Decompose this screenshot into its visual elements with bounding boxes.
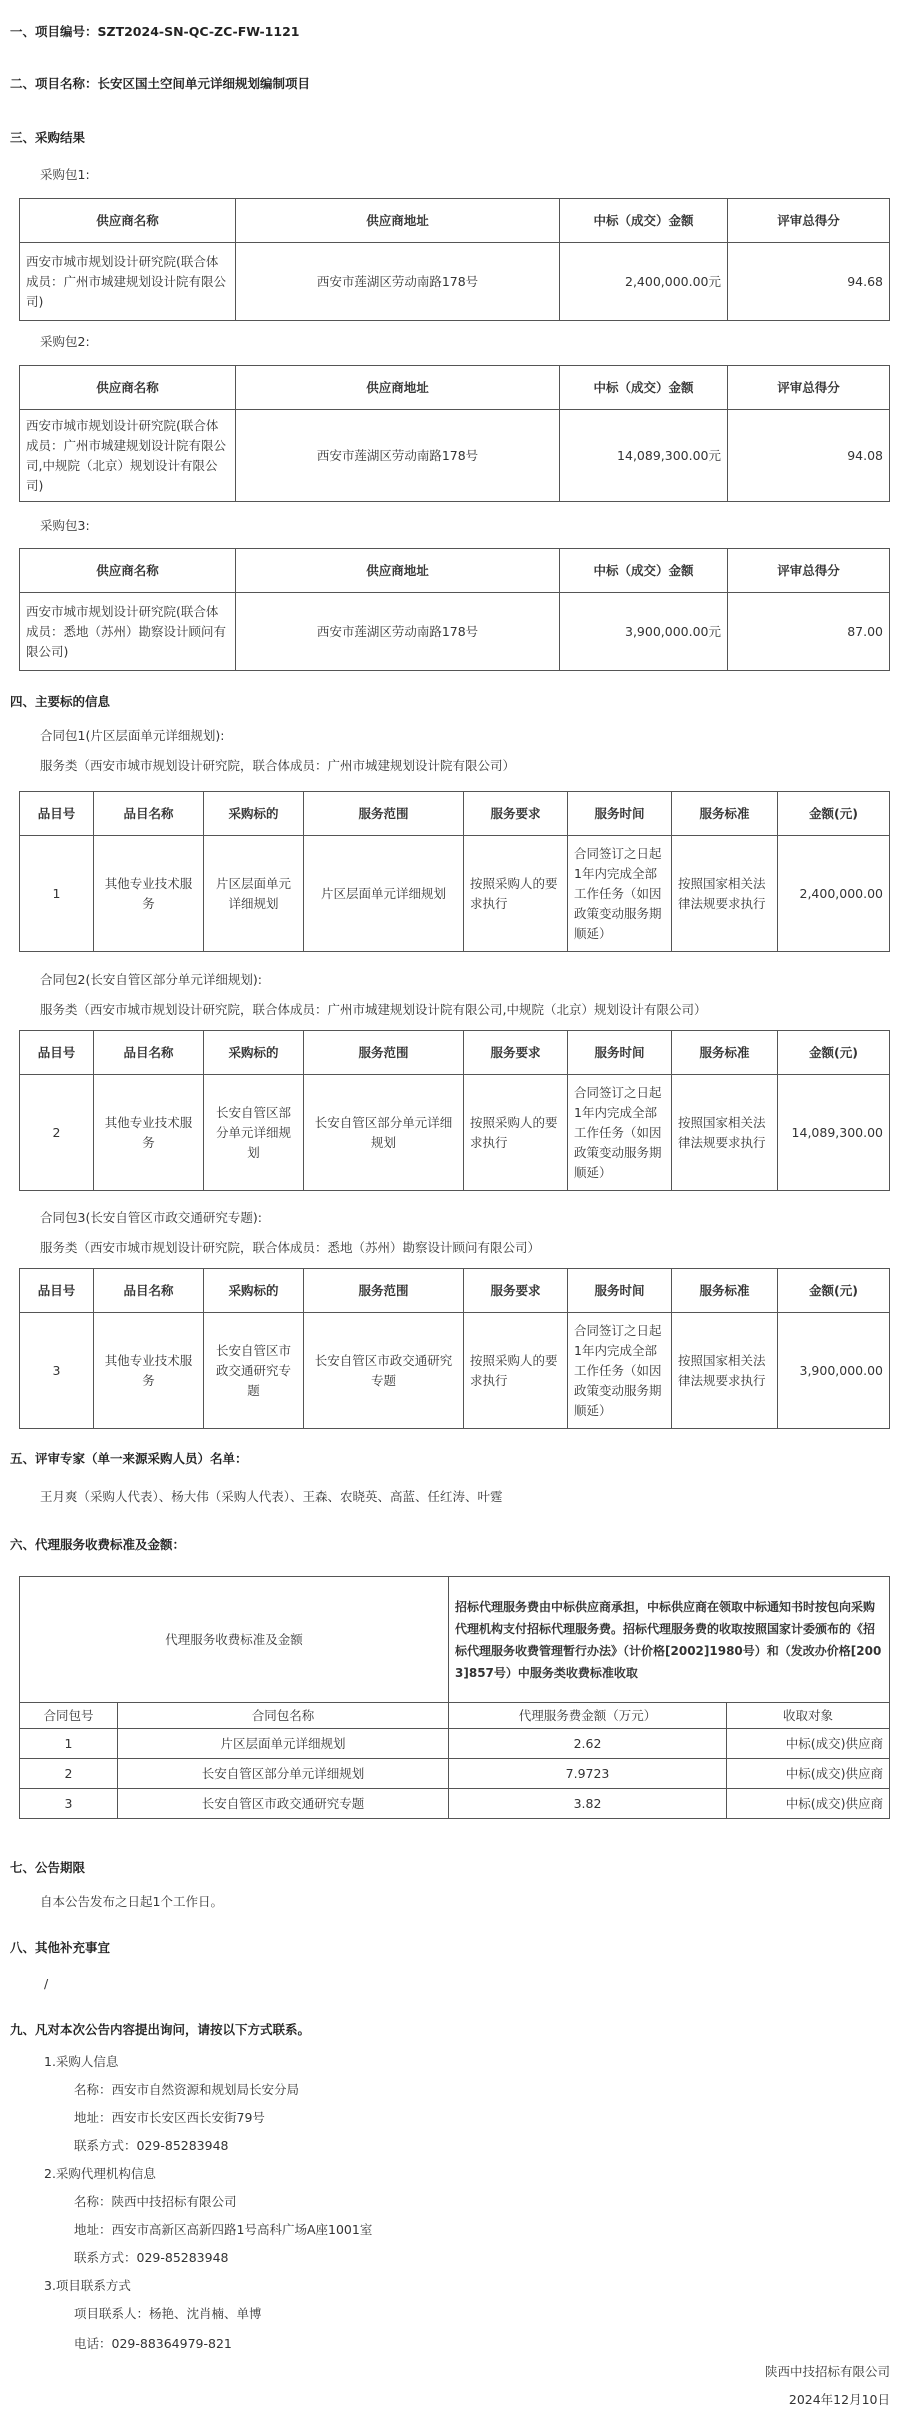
section-experts: 五、评审专家（单一来源采购人员）名单：: [10, 1451, 248, 1466]
result-table-1: [19, 198, 890, 321]
col-score: 评审总得分: [728, 199, 890, 243]
contract-2-category: 服务类（西安市城市规划设计研究院，联合体成员：广州市城建规划设计院有限公司,中规院（北京）规划设计有限公司）: [40, 1002, 707, 1017]
item-requirement: 按照采购人的要求执行: [464, 1075, 568, 1191]
supplier-address: 西安市莲湖区劳动南路178号: [236, 593, 560, 671]
project-name: 二、项目名称：长安区国土空间单元详细规划编制项目: [10, 76, 311, 91]
project-number: 一、项目编号：SZT2024-SN-QC-ZC-FW-1121: [10, 24, 300, 39]
section-announcement-period: 七、公告期限: [10, 1860, 86, 1875]
item-standard: 按照国家相关法律法规要求执行: [672, 1313, 778, 1429]
col-address: 供应商地址: [236, 549, 560, 593]
col-address: 供应商地址: [236, 199, 560, 243]
col-package-name: 合同包名称: [118, 1703, 449, 1729]
item-name: 其他专业技术服务: [94, 1313, 204, 1429]
item-subject: 长安自管区部分单元详细规划: [204, 1075, 304, 1191]
fee-target: 中标(成交)供应商: [727, 1789, 890, 1819]
col-amount: 中标（成交）金额: [560, 199, 728, 243]
item-name: 其他专业技术服务: [94, 1075, 204, 1191]
item-standard: 按照国家相关法律法规要求执行: [672, 1075, 778, 1191]
bid-amount: 2,400,000.00元: [560, 243, 728, 321]
col-requirement: 服务要求: [464, 792, 568, 836]
col-address: 供应商地址: [236, 366, 560, 410]
col-item-no: 品目号: [20, 792, 94, 836]
agency-name: 名称：陕西中技招标有限公司: [74, 2194, 237, 2209]
col-supplier: 供应商名称: [20, 549, 236, 593]
col-score: 评审总得分: [728, 366, 890, 410]
fee-package-no: 2: [20, 1759, 118, 1789]
item-amount: 3,900,000.00: [778, 1313, 890, 1429]
col-item-name: 品目名称: [94, 792, 204, 836]
fee-package-name: 长安自管区市政交通研究专题: [118, 1789, 449, 1819]
bid-amount: 3,900,000.00元: [560, 593, 728, 671]
col-subject: 采购标的: [204, 1269, 304, 1313]
col-requirement: 服务要求: [464, 1031, 568, 1075]
result-table-2: [19, 365, 890, 502]
project-contact-person: 项目联系人：杨艳、沈肖楠、单博: [74, 2306, 262, 2321]
fee-amount: 7.9723: [449, 1759, 727, 1789]
expert-names: 王月爽（采购人代表）、杨大伟（采购人代表）、王森、农晓英、高蓝、任红涛、叶霆: [40, 1489, 503, 1504]
col-scope: 服务范围: [304, 1269, 464, 1313]
fee-target: 中标(成交)供应商: [727, 1729, 890, 1759]
contract-1-category: 服务类（西安市城市规划设计研究院，联合体成员：广州市城建规划设计院有限公司）: [40, 758, 516, 773]
result-table-3: [19, 548, 890, 671]
item-subject: 片区层面单元详细规划: [204, 836, 304, 952]
item-requirement: 按照采购人的要求执行: [464, 836, 568, 952]
col-standard: 服务标准: [672, 1269, 778, 1313]
item-scope: 长安自管区市政交通研究专题: [304, 1313, 464, 1429]
col-time: 服务时间: [568, 792, 672, 836]
review-score: 87.00: [728, 593, 890, 671]
fee-standard-description: 招标代理服务费由中标供应商承担，中标供应商在领取中标通知书时按包向采购代理机构支付招标代理服务费。招标代理服务费的收取按照国家计委颁布的《招标代理服务收费管理暂行办法》（计价格[2002]1980号）和（发改办价格[2003]857号）中服务类收费标准收取: [449, 1577, 890, 1703]
col-amount: 中标（成交）金额: [560, 549, 728, 593]
col-amount: 金额(元): [778, 1031, 890, 1075]
bid-amount: 14,089,300.00元: [560, 410, 728, 502]
item-time: 合同签订之日起1年内完成全部工作任务（如因政策变动服务期顺延）: [568, 1075, 672, 1191]
supplier-address: 西安市莲湖区劳动南路178号: [236, 410, 560, 502]
supplier-name: 西安市城市规划设计研究院(联合体成员：广州市城建规划设计院有限公司): [20, 243, 236, 321]
review-score: 94.08: [728, 410, 890, 502]
supplier-address: 西安市莲湖区劳动南路178号: [236, 243, 560, 321]
fee-package-name: 片区层面单元详细规划: [118, 1729, 449, 1759]
fee-target: 中标(成交)供应商: [727, 1759, 890, 1789]
footer-date: 2024年12月10日: [788, 2392, 890, 2407]
project-contact-title: 3.项目联系方式: [44, 2278, 131, 2293]
section-agency-fee: 六、代理服务收费标准及金额：: [10, 1537, 186, 1552]
purchaser-phone: 联系方式：029-85283948: [74, 2138, 229, 2153]
item-no: 2: [20, 1075, 94, 1191]
package-2-label: 采购包2:: [40, 334, 90, 349]
purchaser-address: 地址：西安市长安区西长安街79号: [74, 2110, 265, 2125]
col-supplier: 供应商名称: [20, 366, 236, 410]
review-score: 94.68: [728, 243, 890, 321]
fee-package-name: 长安自管区部分单元详细规划: [118, 1759, 449, 1789]
supplier-name: 西安市城市规划设计研究院(联合体成员：悉地（苏州）勘察设计顾问有限公司): [20, 593, 236, 671]
col-time: 服务时间: [568, 1031, 672, 1075]
supplier-name: 西安市城市规划设计研究院(联合体成员：广州市城建规划设计院有限公司,中规院（北京）规划设计有限公司): [20, 410, 236, 502]
package-3-label: 采购包3:: [40, 518, 90, 533]
col-amount: 中标（成交）金额: [560, 366, 728, 410]
col-requirement: 服务要求: [464, 1269, 568, 1313]
purchaser-name: 名称：西安市自然资源和规划局长安分局: [74, 2082, 300, 2097]
col-charge-target: 收取对象: [727, 1703, 890, 1729]
agency-phone: 联系方式：029-85283948: [74, 2250, 229, 2265]
item-no: 3: [20, 1313, 94, 1429]
item-scope: 片区层面单元详细规划: [304, 836, 464, 952]
contract-1-label: 合同包1(片区层面单元详细规划):: [40, 728, 225, 743]
section-other-matters: 八、其他补充事宜: [10, 1940, 111, 1955]
item-amount: 14,089,300.00: [778, 1075, 890, 1191]
col-package-no: 合同包号: [20, 1703, 118, 1729]
item-name: 其他专业技术服务: [94, 836, 204, 952]
col-standard: 服务标准: [672, 1031, 778, 1075]
col-standard: 服务标准: [672, 792, 778, 836]
col-fee-amount: 代理服务费金额（万元）: [449, 1703, 727, 1729]
project-contact-phone: 电话：029-88364979-821: [74, 2336, 232, 2351]
col-score: 评审总得分: [728, 549, 890, 593]
item-standard: 按照国家相关法律法规要求执行: [672, 836, 778, 952]
other-matters-text: /: [44, 1976, 49, 1991]
col-subject: 采购标的: [204, 1031, 304, 1075]
footer-organization: 陕西中技招标有限公司: [764, 2364, 890, 2379]
contract-2-label: 合同包2(长安自管区部分单元详细规划):: [40, 972, 262, 987]
item-subject: 长安自管区市政交通研究专题: [204, 1313, 304, 1429]
col-item-name: 品目名称: [94, 1031, 204, 1075]
contract-3-label: 合同包3(长安自管区市政交通研究专题):: [40, 1210, 262, 1225]
col-subject: 采购标的: [204, 792, 304, 836]
item-time: 合同签订之日起1年内完成全部工作任务（如因政策变动服务期顺延）: [568, 836, 672, 952]
announcement-period-text: 自本公告发布之日起1个工作日。: [40, 1894, 223, 1909]
item-requirement: 按照采购人的要求执行: [464, 1313, 568, 1429]
section-main-subject: 四、主要标的信息: [10, 694, 111, 709]
item-time: 合同签订之日起1年内完成全部工作任务（如因政策变动服务期顺延）: [568, 1313, 672, 1429]
col-item-name: 品目名称: [94, 1269, 204, 1313]
item-scope: 长安自管区部分单元详细规划: [304, 1075, 464, 1191]
subject-table-3: [19, 1268, 890, 1429]
fee-standard-label: 代理服务收费标准及金额: [20, 1577, 449, 1703]
section-contact: 九、凡对本次公告内容提出询问，请按以下方式联系。: [10, 2022, 311, 2037]
col-item-no: 品目号: [20, 1269, 94, 1313]
fee-package-no: 1: [20, 1729, 118, 1759]
col-amount: 金额(元): [778, 1269, 890, 1313]
subject-table-1: [19, 791, 890, 952]
agency-info-title: 2.采购代理机构信息: [44, 2166, 156, 2181]
col-item-no: 品目号: [20, 1031, 94, 1075]
subject-table-2: [19, 1030, 890, 1191]
col-supplier: 供应商名称: [20, 199, 236, 243]
fee-package-no: 3: [20, 1789, 118, 1819]
fee-amount: 3.82: [449, 1789, 727, 1819]
package-1-label: 采购包1:: [40, 167, 90, 182]
section-procurement-result: 三、采购结果: [10, 130, 86, 145]
fee-amount: 2.62: [449, 1729, 727, 1759]
col-scope: 服务范围: [304, 792, 464, 836]
item-amount: 2,400,000.00: [778, 836, 890, 952]
agency-address: 地址：西安市高新区高新四路1号高科广场A座1001室: [74, 2222, 373, 2237]
col-time: 服务时间: [568, 1269, 672, 1313]
col-scope: 服务范围: [304, 1031, 464, 1075]
item-no: 1: [20, 836, 94, 952]
contract-3-category: 服务类（西安市城市规划设计研究院，联合体成员：悉地（苏州）勘察设计顾问有限公司）: [40, 1240, 541, 1255]
col-amount: 金额(元): [778, 792, 890, 836]
purchaser-info-title: 1.采购人信息: [44, 2054, 119, 2069]
agency-fee-table: [19, 1576, 890, 1819]
